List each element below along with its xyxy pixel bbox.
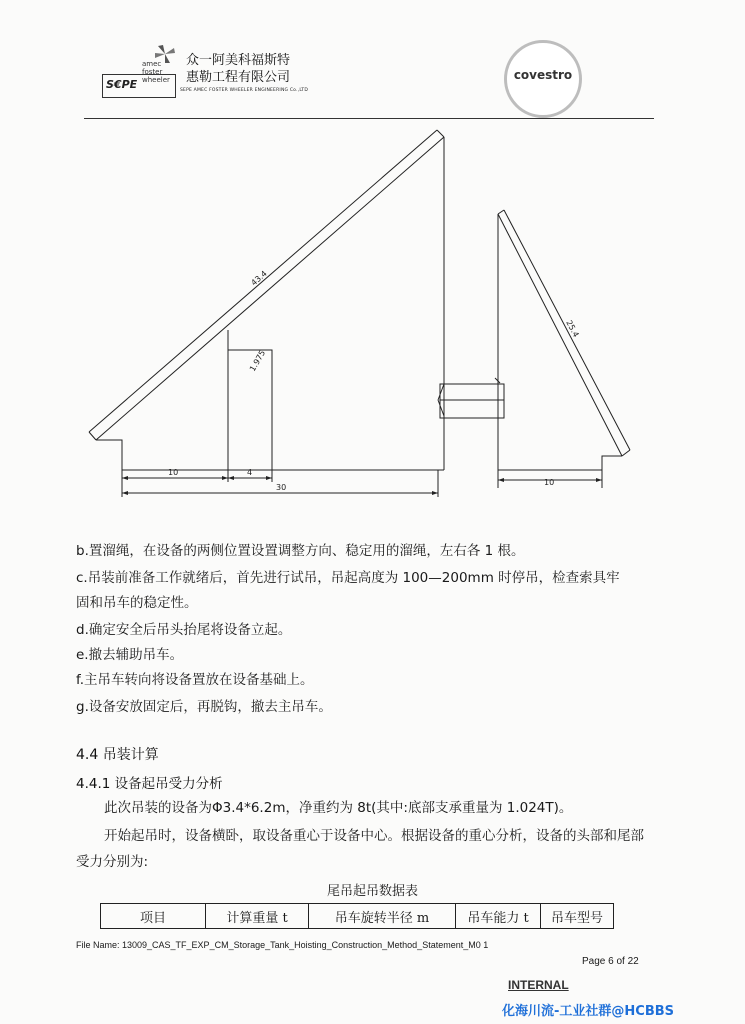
table-caption: 尾吊起吊数据表: [326, 884, 418, 899]
analysis-line-2: 开始起吊时，设备横卧，取设备重心于设备中心。根据设备的重心分析，设备的头部和尾部: [104, 828, 644, 844]
section-heading: 4.4 吊装计算: [76, 747, 159, 763]
step-g: g.设备安放固定后，再脱钩，撤去主吊车。: [76, 699, 332, 715]
footer-classification: INTERNAL: [508, 978, 569, 992]
analysis-line-3: 受力分别为:: [76, 854, 149, 870]
step-b: b.置溜绳，在设备的两侧位置设置调整方向、稳定用的溜绳，左右各 1 根。: [76, 543, 525, 559]
table-header-cell: 项目: [101, 904, 206, 929]
covestro-logo: [504, 40, 582, 118]
table-header-cell: 吊车旋转半径 m: [309, 904, 456, 929]
table-header-cell: 计算重量 t: [206, 904, 309, 929]
dim-30-label: 30: [276, 483, 287, 492]
amec-wordmark: amec foster wheeler: [142, 60, 170, 84]
left-base-outline: [96, 440, 122, 470]
dim-43-4-label: 43.4: [249, 269, 269, 288]
step-e: e.撤去辅助吊车。: [76, 647, 184, 663]
dim-10-right-label: 10: [544, 478, 555, 487]
subsection-heading: 4.4.1 设备起吊受力分析: [76, 776, 223, 792]
table-header-cell: 吊车型号: [541, 904, 614, 929]
dim-25-4-label: 25.4: [564, 318, 581, 339]
step-c: c.吊装前准备工作就绪后，首先进行试吊，吊起高度为 100—200mm 时停吊，检查索具牢: [76, 570, 620, 586]
footer-file-name: File Name: 13009_CAS_TF_EXP_CM_Storage_Tank_Hoisting_Construction_Method_Statement_M0 1: [76, 940, 489, 950]
table-header-row: [101, 904, 614, 929]
covestro-wordmark: covestro: [513, 68, 573, 82]
table-header-cell: 吊车能力 t: [456, 904, 541, 929]
step-d: d.确定安全后吊头抬尾将设备立起。: [76, 622, 292, 638]
header-divider: [84, 118, 654, 119]
hoisting-data-table: [100, 903, 614, 929]
sepe-wordmark: S€PE: [106, 78, 138, 91]
analysis-line-1: 此次吊装的设备为Φ3.4*6.2m，净重约为 8t(其中:底部支承重量为 1.024T)。: [104, 800, 573, 816]
dim-4-label: 4: [247, 468, 253, 477]
dim-10-left-label: 10: [168, 468, 179, 477]
step-c-cont: 固和吊车的稳定性。: [76, 595, 198, 611]
equipment-block: [440, 384, 504, 418]
company-name-cn: 众一阿美科福斯特 惠勒工程有限公司: [186, 53, 291, 85]
company-name-en: SEPE AMEC FOSTER WHEELER ENGINEERING Co.,LTD: [180, 88, 309, 93]
hoisting-diagram: [0, 120, 745, 500]
company-logo: [102, 44, 309, 100]
footer-page-number: Page 6 of 22: [582, 956, 639, 967]
dim-1-975-label: 1.975: [247, 348, 268, 373]
step-f: f.主吊车转向将设备置放在设备基础上。: [76, 672, 314, 688]
watermark-text: 化海川流-工业社群@HCBBS: [502, 1004, 674, 1019]
